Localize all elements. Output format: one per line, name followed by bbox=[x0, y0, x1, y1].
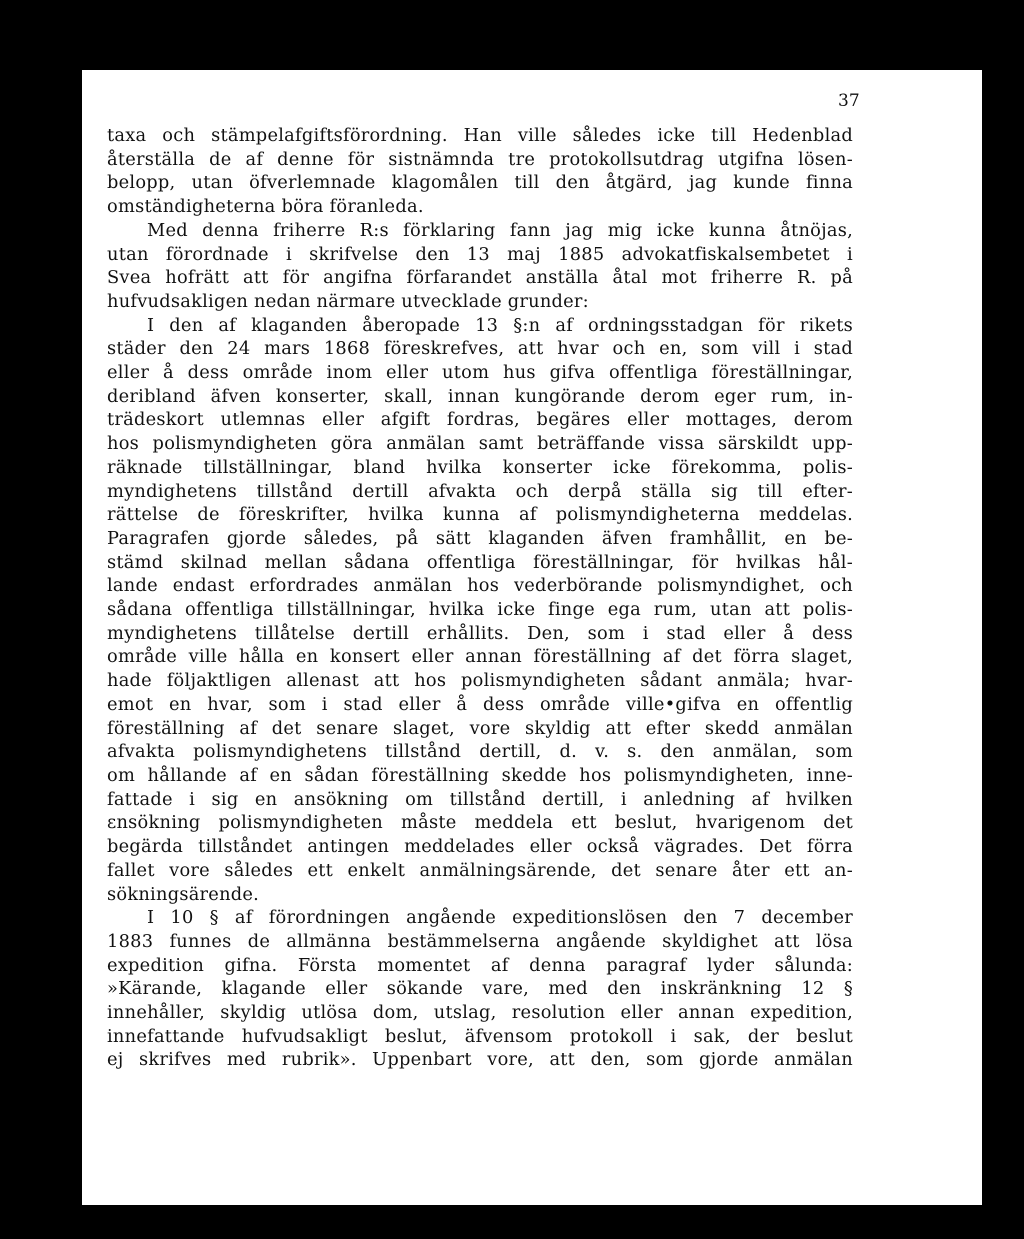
text-line: fallet vore således ett enkelt anmälningsärende, det senare åter ett an- bbox=[107, 859, 853, 881]
text-line: rättelse de föreskrifter, hvilka kunna af polismyndigheterna meddelas. bbox=[107, 504, 853, 526]
text-line: ɛnsökning polismyndigheten måste meddela ett beslut, hvarigenom det bbox=[107, 812, 853, 834]
text-line: emot en hvar, som i stad eller å dess område ville•gifva en offentlig bbox=[107, 693, 853, 715]
text-line: innefattande hufvudsakligt beslut, äfvensom protokoll i sak, der beslut bbox=[107, 1025, 853, 1047]
text-line: »Kärande, klagande eller sökande vare, med den inskränkning 12 § bbox=[107, 978, 853, 1000]
text-line: myndighetens tillåtelse dertill erhållits. Den, som i stad eller å dess bbox=[107, 622, 853, 644]
text-line: sådana offentliga tillställningar, hvilka icke finge ega rum, utan att polis- bbox=[107, 599, 853, 621]
text-line: Paragrafen gjorde således, på sätt klaganden äfven framhållit, en be- bbox=[107, 527, 853, 549]
text-line: utan förordnade i skrifvelse den 13 maj 1885 advokatfiskalsembetet i bbox=[107, 243, 853, 265]
text-line: Med denna friherre R:s förklaring fann jag mig icke kunna åtnöjas, bbox=[147, 219, 853, 241]
text-line: omständigheterna böra föranleda. bbox=[107, 196, 424, 218]
text-line: ej skrifves med rubrik». Uppenbart vore, att den, som gjorde anmälan bbox=[107, 1049, 853, 1071]
text-line: taxa och stämpelafgiftsförordning. Han ville således icke till Hedenblad bbox=[107, 125, 853, 146]
text-line: trädeskort utlemnas eller afgift fordras, begäres eller mottages, derom bbox=[107, 409, 853, 431]
text-line: afvakta polismyndighetens tillstånd dertill, d. v. s. den anmälan, som bbox=[107, 741, 853, 763]
text-line: stämd skilnad mellan sådana offentliga föreställningar, för hvilkas hål- bbox=[107, 551, 853, 573]
text-line: I 10 § af förordningen angående expeditionslösen den 7 december bbox=[147, 907, 853, 929]
text-line: återställa de af denne för sistnämnda tre protokollsutdrag utgifna lösen- bbox=[107, 148, 853, 170]
page-number: 37 bbox=[838, 91, 860, 111]
text-line: område ville hålla en konsert eller annan föreställning af det förra slaget, bbox=[107, 646, 853, 668]
text-line: lande endast erfordrades anmälan hos vederbörande polismyndighet, och bbox=[107, 575, 853, 597]
text-line: hade följaktligen allenast att hos polismyndigheten sådant anmäla; hvar- bbox=[107, 670, 853, 692]
text-line: fattade i sig en ansökning om tillstånd dertill, i anledning af hvilken bbox=[107, 788, 853, 810]
text-line: eller å dess område inom eller utom hus gifva offentliga föreställningar, bbox=[107, 362, 853, 384]
text-line: belopp, utan öfverlemnade klagomålen till den åtgärd, jag kunde finna bbox=[107, 172, 853, 194]
text-line: hos polismyndigheten göra anmälan samt beträffande vissa särskildt upp- bbox=[107, 433, 853, 455]
text-line: deribland äfven konserter, skall, innan kungörande derom eger rum, in- bbox=[107, 385, 853, 407]
text-line: begärda tillståndet antingen meddelades eller också vägrades. Det förra bbox=[107, 836, 853, 858]
text-line: innehåller, skyldig utlösa dom, utslag, resolution eller annan expedition, bbox=[107, 1002, 853, 1024]
text-line: myndighetens tillstånd dertill afvakta och derpå ställa sig till efter- bbox=[107, 480, 853, 502]
body-text bbox=[107, 124, 853, 1072]
text-line: Svea hofrätt att för angifna förfarandet anställa åtal mot friherre R. på bbox=[107, 267, 853, 289]
text-line: räknade tillställningar, bland hvilka konserter icke förekomma, polis- bbox=[107, 456, 853, 478]
text-line: 1883 funnes de allmänna bestämmelserna angående skyldighet att lösa bbox=[107, 930, 853, 952]
text-line: expedition gifna. Första momentet af denna paragraf lyder sålunda: bbox=[107, 954, 853, 976]
text-line: sökningsärende. bbox=[107, 883, 260, 905]
text-line: hufvudsakligen nedan närmare utvecklade grunder: bbox=[107, 290, 589, 312]
text-line: I den af klaganden åberopade 13 §:n af ordningsstadgan för rikets bbox=[147, 314, 853, 336]
text-line: om hållande af en sådan föreställning skedde hos polismyndigheten, inne- bbox=[107, 764, 853, 786]
text-line: städer den 24 mars 1868 föreskrefves, att hvar och en, som vill i stad bbox=[107, 338, 853, 360]
text-line: föreställning af det senare slaget, vore skyldig att efter skedd anmälan bbox=[107, 717, 853, 739]
